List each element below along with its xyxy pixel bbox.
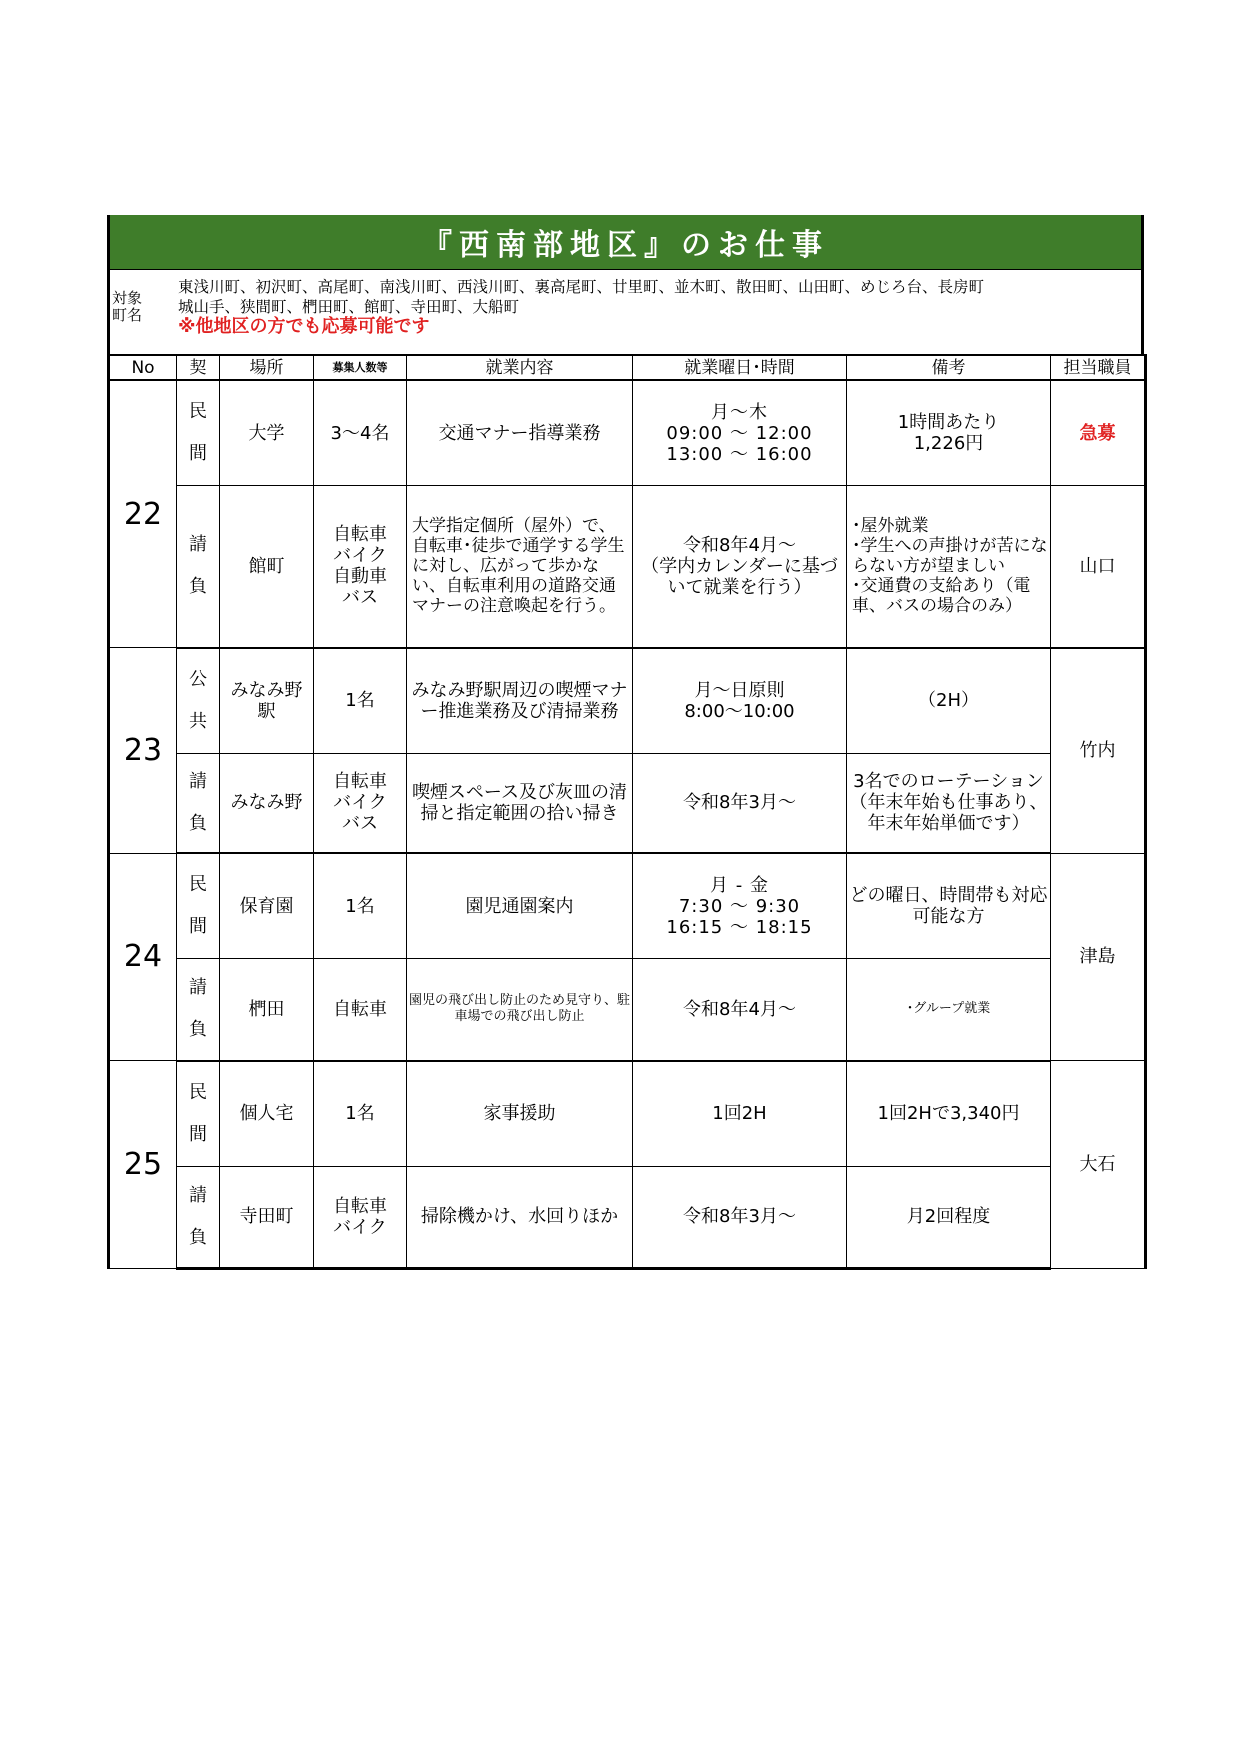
work-title: 家事援助: [407, 1061, 633, 1167]
schedule: 1回2H: [633, 1061, 847, 1167]
job-number: 25: [109, 1061, 177, 1269]
note-top: 1時間あたり 1,226円: [847, 380, 1051, 486]
start-date: 令和8年3月～: [633, 1166, 847, 1268]
col-contract: 契: [177, 355, 220, 380]
area-name: 椚田: [220, 959, 314, 1061]
table-row: [109, 486, 1146, 648]
col-schedule: 就業曜日･時間: [633, 355, 847, 380]
region-title: 『西南部地区』のお仕事: [422, 228, 829, 263]
towns-line-1: 東浅川町、初沢町、高尾町、南浅川町、西浅川町、裏高尾町、廿里町、並木町、散田町、山田町、めじろ台、長房町: [178, 278, 985, 296]
urgent-badge: 急募: [1051, 380, 1146, 486]
work-detail: 園児の飛び出し防止のため見守り、駐車場での飛び出し防止: [407, 959, 633, 1061]
note-bottom: 月2回程度: [847, 1166, 1051, 1268]
staff-name: 津島: [1051, 853, 1146, 1061]
note-bottom: ･屋外就業 ･学生への声掛けが苦にならない方が望ましい ･交通費の支給あり（電車、バスの場合のみ）: [847, 486, 1051, 648]
towns-line-2: 城山手、狭間町、椚田町、館町、寺田町、大船町: [178, 298, 520, 316]
contract-type: 公 共: [177, 648, 220, 754]
headcount: 3～4名: [314, 380, 407, 486]
place: 大学: [220, 380, 314, 486]
headcount: 1名: [314, 853, 407, 959]
note-bottom: ･グループ就業: [847, 959, 1051, 1061]
contract-type-sub: 請 負: [177, 1166, 220, 1268]
headcount: 1名: [314, 648, 407, 754]
place: 個人宅: [220, 1061, 314, 1167]
commute-means: 自転車 バイク バス: [314, 753, 407, 853]
note-top: 1回2Hで3,340円: [847, 1061, 1051, 1167]
staff-name: 大石: [1051, 1061, 1146, 1269]
schedule: 月～日原則 8:00～10:00: [633, 648, 847, 754]
work-title: 園児通園案内: [407, 853, 633, 959]
table-row: [109, 753, 1146, 853]
target-label-line2: 町名: [112, 306, 143, 324]
contract-type: 民 間: [177, 853, 220, 959]
col-notes: 備考: [847, 355, 1051, 380]
note-top: （2H）: [847, 648, 1051, 754]
table-row: [109, 648, 1146, 754]
area-name: 寺田町: [220, 1166, 314, 1268]
table-row: [109, 853, 1146, 959]
note-top: どの曜日、時間帯も対応可能な方: [847, 853, 1051, 959]
region-title-banner: [107, 215, 1144, 269]
table-header-row: [109, 355, 1146, 380]
place: みなみ野 駅: [220, 648, 314, 754]
area-name: 館町: [220, 486, 314, 648]
target-label-line1: 対象: [112, 289, 143, 307]
job-listing-sheet: [107, 215, 1144, 1270]
contract-type-sub: 請 負: [177, 959, 220, 1061]
staff-name: 竹内: [1051, 648, 1146, 854]
target-towns-list: [178, 270, 984, 354]
col-work: 就業内容: [407, 355, 633, 380]
contract-type: 民 間: [177, 1061, 220, 1167]
job-number: 22: [109, 380, 177, 648]
staff-name: 山口: [1051, 486, 1146, 648]
start-date: 令和8年3月～: [633, 753, 847, 853]
work-title: 交通マナー指導業務: [407, 380, 633, 486]
target-towns-section: [107, 269, 1144, 354]
work-detail: 大学指定個所（屋外）で、自転車･徒歩で通学する学生に対し、広がって歩かない、自転車利用の道路交通マナーの注意喚起を行う。: [407, 486, 633, 648]
col-headcount: 募集人数等: [314, 355, 407, 380]
table-row: [109, 1061, 1146, 1167]
note-bottom: 3名でのローテーション（年末年始も仕事あり、年末年始単価です）: [847, 753, 1051, 853]
start-date: 令和8年4月～: [633, 959, 847, 1061]
col-no: No: [109, 355, 177, 380]
contract-type-sub: 請 負: [177, 753, 220, 853]
work-title: みなみ野駅周辺の喫煙マナー推進業務及び清掃業務: [407, 648, 633, 754]
target-towns-label: [110, 270, 178, 354]
schedule: 月 - 金 7:30 ～ 9:30 16:15 ～ 18:15: [633, 853, 847, 959]
start-date: 令和8年4月～ （学内カレンダーに基づいて就業を行う）: [633, 486, 847, 648]
commute-means: 自転車 バイク: [314, 1166, 407, 1268]
area-name: みなみ野: [220, 753, 314, 853]
job-number: 24: [109, 853, 177, 1061]
commute-means: 自転車: [314, 959, 407, 1061]
job-number: 23: [109, 648, 177, 854]
table-row: [109, 1166, 1146, 1268]
table-row: [109, 380, 1146, 486]
contract-type: 民 間: [177, 380, 220, 486]
col-staff: 担当職員: [1051, 355, 1146, 380]
place: 保育園: [220, 853, 314, 959]
contract-type-sub: 請 負: [177, 486, 220, 648]
table-row: [109, 959, 1146, 1061]
other-area-applicants-note: ※他地区の方でも応募可能です: [178, 316, 430, 337]
headcount: 1名: [314, 1061, 407, 1167]
job-table: [107, 354, 1147, 1270]
schedule: 月～木 09:00 ～ 12:00 13:00 ～ 16:00: [633, 380, 847, 486]
col-place: 場所: [220, 355, 314, 380]
commute-means: 自転車 バイク 自動車 バス: [314, 486, 407, 648]
work-detail: 喫煙スペース及び灰皿の清掃と指定範囲の拾い掃き: [407, 753, 633, 853]
work-detail: 掃除機かけ、水回りほか: [407, 1166, 633, 1268]
